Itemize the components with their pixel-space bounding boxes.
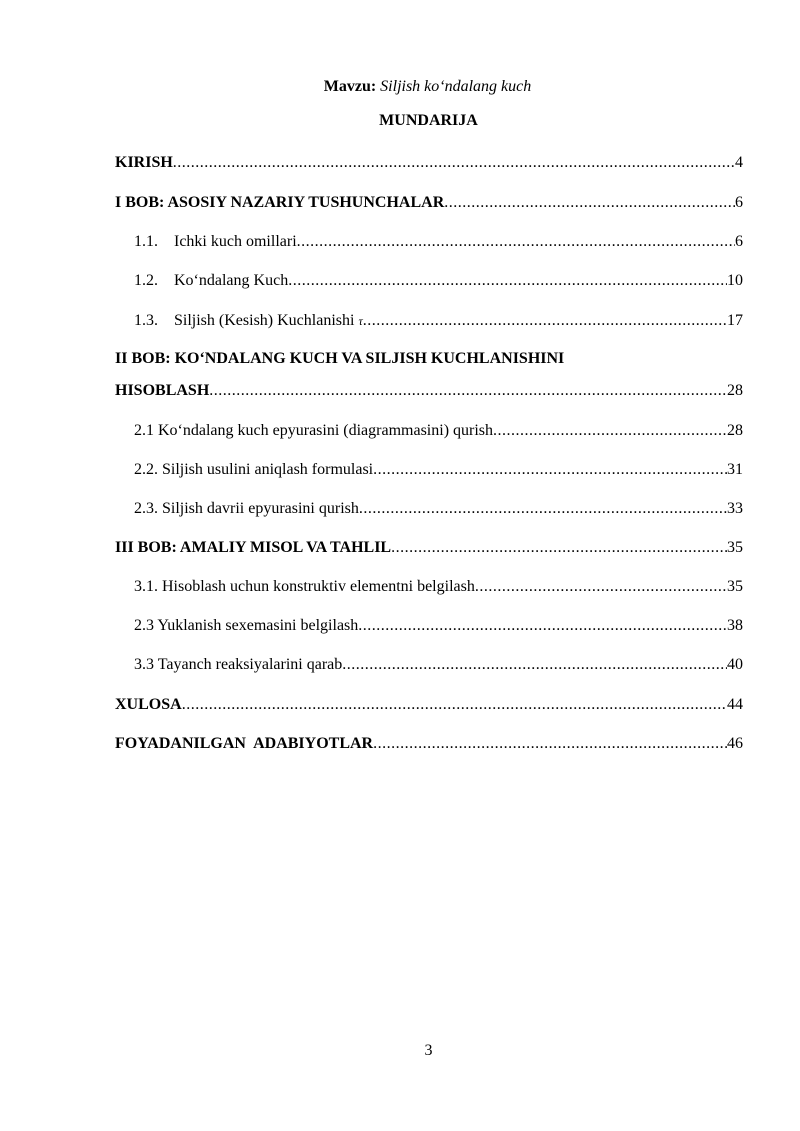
toc-entry-page: 33 bbox=[727, 500, 743, 517]
toc-entry-title: 2.3. Siljish davrii epyurasini qurish bbox=[134, 500, 359, 517]
toc-entry-title: I BOB: ASOSIY NAZARIY TUSHUNCHALAR bbox=[115, 194, 445, 211]
toc-heading: MUNDARIJA bbox=[379, 112, 478, 129]
toc-entry-1-1 bbox=[134, 231, 743, 253]
toc-entry-kirish bbox=[115, 152, 743, 174]
toc-entry-page: 17 bbox=[727, 312, 743, 329]
toc-entry-title bbox=[134, 310, 363, 332]
toc-dot-leader bbox=[444, 192, 735, 214]
toc-dot-leader bbox=[288, 270, 727, 292]
toc-entry-title: XULOSA bbox=[115, 696, 182, 713]
toc-entry-page: 31 bbox=[727, 461, 743, 478]
toc-entry-number: 1.1. bbox=[134, 233, 158, 250]
toc-dot-leader bbox=[297, 231, 735, 253]
toc-entry-title bbox=[134, 231, 297, 253]
topic-value: Siljish ko‘ndalang kuch bbox=[380, 78, 532, 95]
toc-entry-title: 2.3 Yuklanish sexemasini belgilash bbox=[134, 617, 359, 634]
toc-entry-3-3 bbox=[134, 654, 743, 676]
page-number: 3 bbox=[424, 1042, 433, 1059]
toc-dot-leader bbox=[493, 420, 727, 442]
toc-entry-2-1 bbox=[134, 420, 743, 442]
toc-dot-leader bbox=[173, 152, 735, 174]
toc-entry-2-3 bbox=[134, 498, 743, 520]
toc-dot-leader bbox=[363, 310, 727, 332]
toc-entry-title: 3.3 Tayanch reaksiyalarini qarab bbox=[134, 656, 343, 673]
toc-entry-page: 28 bbox=[727, 382, 743, 399]
toc-dot-leader bbox=[373, 459, 727, 481]
toc-entry-3-2 bbox=[134, 615, 743, 637]
toc-entry-number: 1.3. bbox=[134, 312, 158, 329]
toc-entry-1-3 bbox=[134, 310, 743, 332]
toc-entry-xulosa bbox=[115, 694, 743, 716]
toc-entry-page: 6 bbox=[735, 233, 743, 250]
toc-entry-text: Ko‘ndalang Kuch bbox=[174, 272, 289, 289]
toc-entry-title bbox=[134, 270, 288, 292]
toc-entry-page: 35 bbox=[727, 578, 743, 595]
toc-entry-title: FOYADANILGAN ADABIYOTLAR bbox=[115, 735, 374, 752]
toc-dot-leader bbox=[391, 537, 727, 559]
toc-dot-leader bbox=[359, 498, 727, 520]
toc-dot-leader bbox=[342, 654, 727, 676]
toc-entry-page: 28 bbox=[727, 422, 743, 439]
toc-entry-text: Ichki kuch omillari bbox=[174, 233, 297, 250]
toc-entry-page: 35 bbox=[727, 539, 743, 556]
toc-entry-adabiyotlar bbox=[115, 733, 743, 755]
toc-dot-leader bbox=[209, 380, 727, 402]
toc-entry-title: 2.2. Siljish usulini aniqlash formulasi bbox=[134, 461, 374, 478]
toc-entry-text: Siljish (Kesish) Kuchlanishi bbox=[174, 312, 359, 329]
toc-entry-1-2 bbox=[134, 270, 743, 292]
toc-dot-leader bbox=[358, 615, 727, 637]
toc-entry-page: 38 bbox=[727, 617, 743, 634]
document-topic bbox=[0, 76, 800, 98]
toc-entry-title: HISOBLASH bbox=[115, 382, 210, 399]
toc-entry-number: 1.2. bbox=[134, 272, 158, 289]
toc-entry-page: 46 bbox=[727, 735, 743, 752]
toc-entry-page: 6 bbox=[735, 194, 743, 211]
toc-entry-bob3 bbox=[115, 537, 743, 559]
toc-entry-bob1 bbox=[115, 192, 743, 214]
toc-entry-title: KIRISH bbox=[115, 154, 173, 171]
toc-entry-page: 44 bbox=[727, 696, 743, 713]
toc-dot-leader bbox=[373, 733, 727, 755]
toc-entry-3-1 bbox=[134, 576, 743, 598]
toc-entry-title: 3.1. Hisoblash uchun konstruktiv elementni belgilash bbox=[134, 578, 475, 595]
toc-entry-bob2-line1: II BOB: KO‘NDALANG KUCH VA SILJISH KUCHLANISHINI bbox=[115, 350, 565, 367]
toc-entry-page: 4 bbox=[735, 154, 743, 171]
toc-dot-leader bbox=[182, 694, 727, 716]
toc-entry-page: 10 bbox=[727, 272, 743, 289]
toc-entry-title: III BOB: AMALIY MISOL VA TAHLIL bbox=[115, 539, 392, 556]
tau-symbol: τ bbox=[358, 314, 363, 328]
toc-entry-2-2 bbox=[134, 459, 743, 481]
toc-entry-bob2 bbox=[115, 380, 743, 402]
toc-entry-title: 2.1 Ko‘ndalang kuch epyurasini (diagrammasini) qurish bbox=[134, 422, 494, 439]
toc-entry-page: 40 bbox=[727, 656, 743, 673]
toc-dot-leader bbox=[475, 576, 727, 598]
topic-label: Mavzu: bbox=[323, 78, 377, 95]
